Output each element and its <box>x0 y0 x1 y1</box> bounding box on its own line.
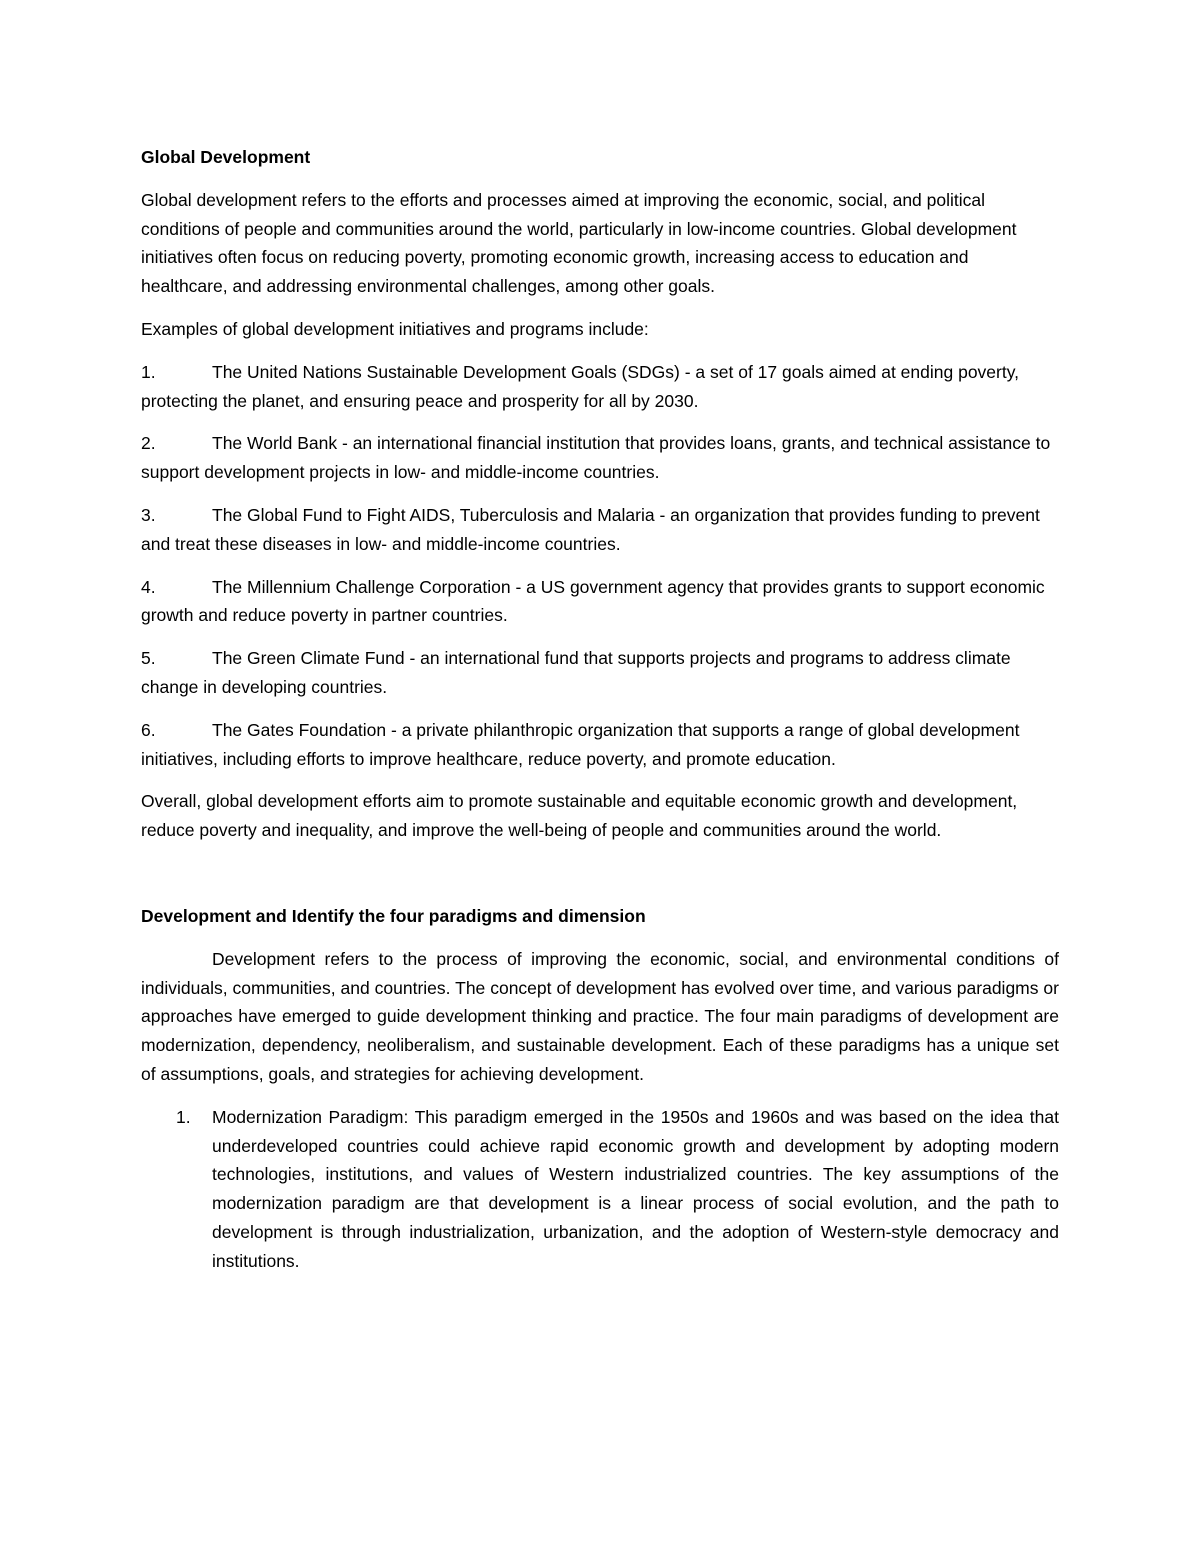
examples-intro: Examples of global development initiatives and programs include: <box>141 318 649 339</box>
list-number: 1. <box>141 361 156 382</box>
list-item <box>141 644 1059 702</box>
section-title-global-development: Global Development <box>141 147 311 167</box>
list-number: 6. <box>141 719 156 740</box>
section-title-paradigms: Development and Identify the four paradigms and dimension <box>141 905 646 926</box>
list-item <box>141 501 1059 559</box>
list-text: The World Bank - an international financial institution that provides loans, grants, and technical assistance to support development projects in low- and middle-income countries. <box>141 433 1051 483</box>
document-body <box>141 143 1059 1276</box>
list-number: 4. <box>141 576 156 597</box>
list-item <box>176 1103 1059 1276</box>
list-item <box>141 358 1059 416</box>
list-item <box>141 573 1059 631</box>
list-number: 3. <box>141 504 156 525</box>
list-text: The Global Fund to Fight AIDS, Tuberculosis and Malaria - an organization that provides funding to prevent and treat these diseases in low- and middle-income countries. <box>141 504 1040 554</box>
list-text: The Gates Foundation - a private philanthropic organization that supports a range of global development initiatives, including efforts to improve healthcare, reduce poverty, and promote education. <box>141 719 1020 769</box>
section-gap <box>141 859 1059 902</box>
list-number: 5. <box>141 648 156 669</box>
conclusion-paragraph: Overall, global development efforts aim to promote sustainable and equitable economic growth and development, reduce poverty and inequality, and improve the well-being of people and communities around the world. <box>141 791 1018 841</box>
list-number: 1. <box>176 1106 191 1127</box>
list-text: The Green Climate Fund - an international fund that supports projects and programs to address climate change in developing countries. <box>141 648 1011 697</box>
list-item <box>141 429 1059 487</box>
intro-paragraph: Global development refers to the efforts and processes aimed at improving the economic, social, and political conditions of people and communities around the world, particularly in low-income countries. Global development initiatives often focus on reducing poverty, promoting economic growth, increasing access to education and healthcare, and addressing environmental challenges, among other goals. <box>141 189 1017 297</box>
paradigms-list <box>141 1103 1059 1276</box>
list-text: The Millennium Challenge Corporation - a US government agency that provides grants to support economic growth and reduce poverty in partner countries. <box>141 576 1045 626</box>
list-number: 2. <box>141 433 156 454</box>
paradigms-intro-paragraph: Development refers to the process of improving the economic, social, and environmental conditions of individuals, communities, and countries. The concept of development has evolved over time, and various paradigms or approaches have emerged to guide development thinking and practice. The four main paradigms of development are modernization, dependency, neoliberalism, and sustainable development. Each of these paradigms has a unique set of assumptions, goals, and strategies for achieving development. <box>141 948 1059 1084</box>
list-item <box>141 716 1059 774</box>
list-text: Modernization Paradigm: This paradigm emerged in the 1950s and 1960s and was based on the idea that underdeveloped countries could achieve rapid economic growth and development by adopting modern technologies, institutions, and values of Western industrialized countries. The key assumptions of the modernization paradigm are that development is a linear process of social evolution, and the path to development is through industrialization, urbanization, and the adoption of Western-style democracy and institutions. <box>212 1106 1059 1271</box>
list-text: The United Nations Sustainable Development Goals (SDGs) - a set of 17 goals aimed at ending poverty, protecting the planet, and ensuring peace and prosperity for all by 2030. <box>141 361 1020 411</box>
